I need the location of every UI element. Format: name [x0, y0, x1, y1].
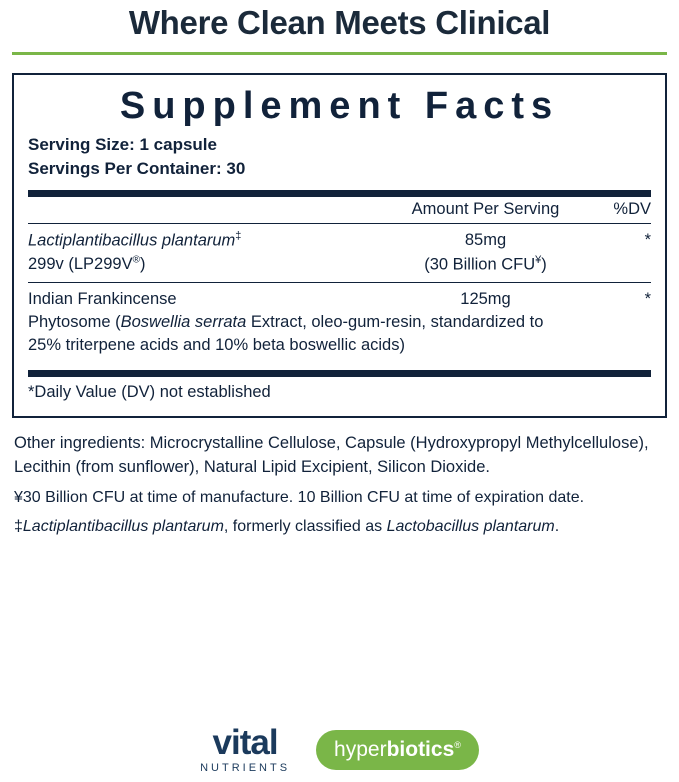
column-header-amount: Amount Per Serving — [411, 200, 560, 219]
ingredient-cfu-marker: ¥ — [535, 253, 542, 266]
panel-rule-thick-bottom — [28, 370, 651, 377]
page-headline: Where Clean Meets Clinical — [128, 4, 551, 41]
hyperbiotics-light-text: hyper — [334, 737, 387, 761]
ingredient-cfu — [378, 253, 593, 276]
ingredient-description — [28, 310, 651, 333]
ingredient-amount: 125mg — [460, 289, 511, 308]
vital-nutrients-subtext: NUTRIENTS — [200, 762, 291, 774]
hyperbiotics-bold-text: biotics — [386, 737, 455, 761]
ingredient-cfu-close: ) — [541, 255, 547, 274]
registered-mark-icon: ® — [132, 254, 140, 266]
servings-per-container: Servings Per Container: 30 — [28, 159, 246, 179]
ingredient-name: Indian Frankincense — [28, 289, 177, 308]
ingredient-strain — [28, 253, 378, 275]
ingredient-strain-close: ) — [139, 254, 146, 273]
footnote-marker: ‡ — [14, 518, 23, 536]
ingredient-description-line2: 25% triterpene acids and 10% beta boswellic acids) — [28, 336, 405, 355]
ingredient-name-italic: Lactiplantibacillus plantarum — [28, 231, 236, 250]
ingredient-name — [28, 229, 378, 252]
ingredient-description-italic: Boswellia serrata — [120, 312, 247, 331]
footnote-middle: , formerly classified as — [223, 518, 387, 536]
hyperbiotics-logo — [316, 730, 479, 770]
ingredient-name-marker: ‡ — [235, 230, 242, 243]
ingredient-description-pre: Phytosome ( — [28, 312, 121, 331]
vital-nutrients-logo — [200, 725, 290, 774]
ingredient-amount: 85mg — [464, 231, 507, 250]
footnote-italic-1: Lactiplantibacillus plantarum — [22, 518, 224, 536]
vital-nutrients-wordmark: vital — [212, 723, 278, 762]
registered-mark-icon: ® — [454, 739, 461, 750]
supplement-facts-title: Supplement Facts — [119, 84, 560, 127]
other-ingredients: Other ingredients: Microcrystalline Cellulose, Capsule (Hydroxypropyl Methylcellulose), Lecithin (from sunflower), Natural Lipid Excipient, Silicon Dioxide. — [14, 434, 649, 477]
panel-rule-thick-top — [28, 190, 651, 197]
serving-size: Serving Size: 1 capsule — [28, 134, 217, 154]
headline-divider — [12, 52, 667, 55]
table-row — [28, 224, 651, 282]
supplement-facts-panel — [12, 73, 667, 419]
column-header-dv: %DV — [613, 200, 651, 219]
column-headers — [28, 197, 651, 223]
table-row — [28, 283, 651, 363]
footnote-end: . — [554, 518, 560, 536]
footnote-classification — [12, 509, 667, 538]
daily-value-note: *Daily Value (DV) not established — [28, 383, 271, 402]
ingredient-cfu-text: (30 Billion CFU — [424, 255, 536, 274]
ingredient-dv: * — [644, 289, 651, 308]
footnote-italic-2: Lactobacillus plantarum — [386, 518, 555, 536]
ingredient-dv: * — [644, 231, 651, 250]
footnote-cfu: ¥30 Billion CFU at time of manufacture. 10 Billion CFU at time of expiration date. — [14, 489, 585, 507]
brand-logos — [0, 725, 679, 774]
ingredient-description-post: Extract, oleo-gum-resin, standardized to — [246, 312, 544, 331]
ingredient-strain-text: 299v (LP299V — [28, 254, 133, 273]
